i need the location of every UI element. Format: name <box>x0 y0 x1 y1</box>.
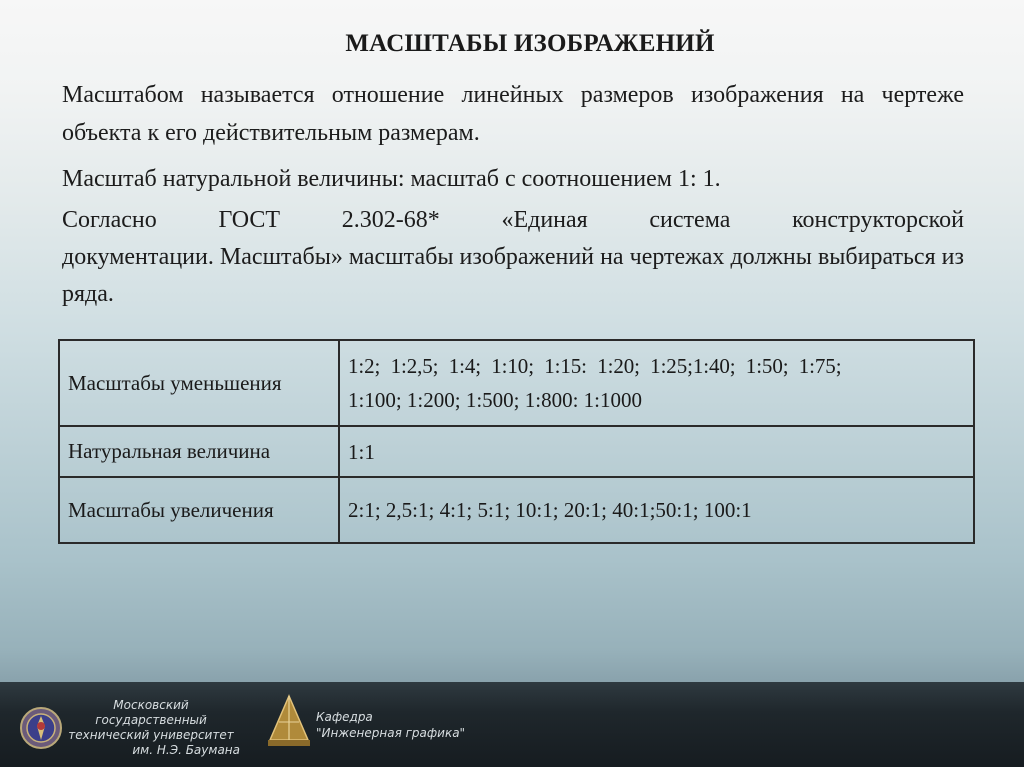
gost-continuation: документации. Масштабы» масштабы изображений на чертежах должны выбираться из ряда. <box>62 244 964 307</box>
department-line: "Инженерная графика" <box>316 726 466 740</box>
pyramid-logo-icon <box>264 692 314 750</box>
slide-title: МАСШТАБЫ ИЗОБРАЖЕНИЙ <box>345 30 715 57</box>
table-row <box>59 477 974 543</box>
department-line: Кафедра <box>316 710 373 724</box>
gost-word: 2.302-68* <box>341 207 440 233</box>
table-label-cell: Масштабы уменьшения <box>59 340 339 426</box>
university-line: им. Н.Э. Баумана <box>132 743 240 757</box>
table-row <box>59 340 974 426</box>
department-name <box>316 709 465 741</box>
reduction-values-line: 1:100; 1:200; 1:500; 1:800: 1:1000 <box>348 388 643 412</box>
university-emblem-icon <box>20 702 62 754</box>
gost-word: ГОСТ <box>218 207 281 233</box>
natural-scale-paragraph: Масштаб натуральной величины: масштаб с соотношением 1: 1. <box>62 166 721 192</box>
table-row <box>59 426 974 477</box>
gost-word: «Единая <box>501 207 588 233</box>
footer-bar <box>0 682 1024 767</box>
gost-word: конструкторской <box>792 207 964 233</box>
gost-paragraph <box>62 202 964 313</box>
scales-table <box>58 339 975 544</box>
university-line: технический университет <box>68 728 234 742</box>
definition-paragraph: Масштабом называется отношение линейных размеров изображения на чертеже объекта к его действительным размерам. <box>62 82 964 146</box>
gost-first-line <box>62 202 964 239</box>
gost-word: система <box>649 207 731 233</box>
table-label-cell: Масштабы увеличения <box>59 477 339 543</box>
table-value-cell: 2:1; 2,5:1; 4:1; 5:1; 10:1; 20:1; 40:1;50:1; 100:1 <box>339 477 974 543</box>
university-line: Московский государственный <box>95 698 207 727</box>
table-value-cell: 1:1 <box>339 426 974 477</box>
table-value-cell <box>339 340 974 426</box>
reduction-values-line: 1:2; 1:2,5; 1:4; 1:10; 1:15: 1:20; 1:25;1:40; 1:50; 1:75; <box>348 354 842 378</box>
table-label-cell: Натуральная величина <box>59 426 339 477</box>
university-name <box>62 698 240 758</box>
gost-word: Согласно <box>62 207 157 233</box>
